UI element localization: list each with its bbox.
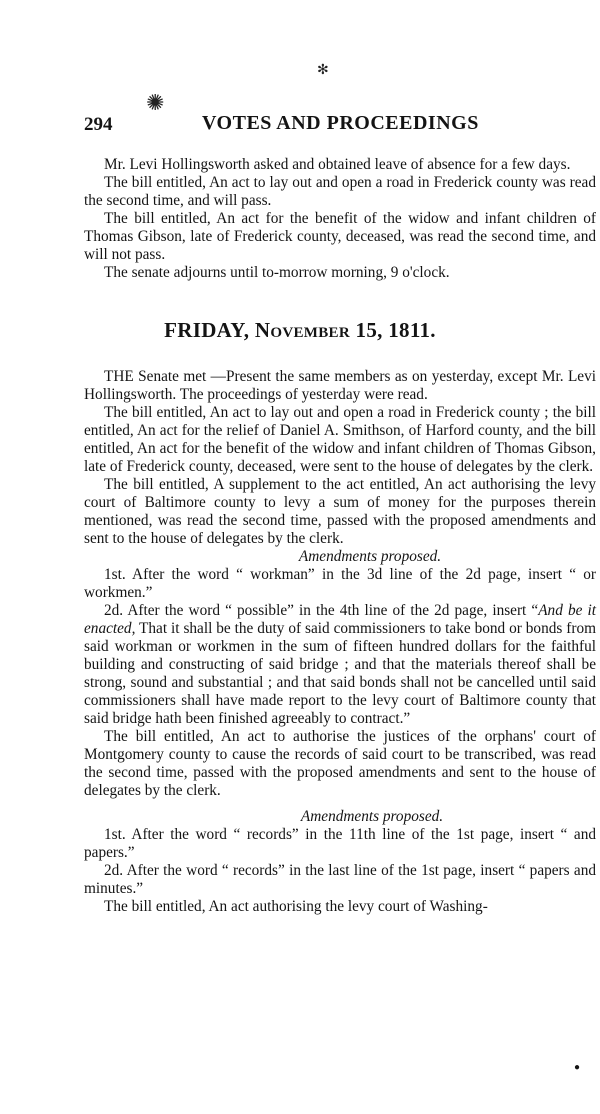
paragraph-leave-of-absence: Mr. Levi Hollingsworth asked and obtained leave of absence for a few days. xyxy=(104,156,571,173)
amendment-b2: 2d. After the word “ records” in the last line of the 1st page, insert “ papers and minutes.” xyxy=(84,862,596,897)
amendment-2-rest: That it shall be the duty of said commissioners to take bond or bonds from said workman or workmen in the sum of fifteen hundred dollars for the faithful building and constructing of said bridge ; and that the materials thereof shall be strong, sound and substantial ; and that said bonds shall not be cancelled until said commissioners shall have made report to the levy court of Baltimore county that said bridge hath been finished agreeably to contract.” xyxy=(84,620,596,727)
paragraph-levy-supplement: The bill entitled, A supplement to the act entitled, An act authorising the levy court of Baltimore county to levy a sum of money for the purposes therein mentioned, was read the second time, passed with the proposed amendments and sent to the house of delegates by the clerk. xyxy=(84,476,596,547)
friday-proceedings xyxy=(84,368,596,916)
paragraph-senate-met: THE Senate met —Present the same members as on yesterday, except Mr. Levi Hollingsworth. The proceedings of yesterday were read. xyxy=(84,368,596,403)
ink-blot-top: ✻ xyxy=(317,63,329,78)
date-heading-day: FRIDAY, xyxy=(164,318,250,342)
amendment-2-lead: 2d. After the word “ possible” in the 4th line of the 2d page, insert “ xyxy=(104,602,539,619)
paragraph-widow-bill: The bill entitled, An act for the benefit of the widow and infant children of Thomas Gibson, late of Frederick county, deceased, was read the second time, and will not pass. xyxy=(84,210,596,263)
paragraph-adjournment: The senate adjourns until to-morrow morning, 9 o'clock. xyxy=(104,264,450,281)
amendment-1: 1st. After the word “ workman” in the 3d line of the 2d page, insert “ or workmen.” xyxy=(84,566,596,601)
amendment-2-enacted: And be it enacted, xyxy=(84,602,596,637)
paragraph-bills-sent: The bill entitled, An act to lay out and open a road in Frederick county ; the bill entitled, An act for the relief of Daniel A. Smithson, of Harford county, and the bill entitled, An act for the benefit of the widow and infant children of Thomas Gibson, late of Frederick county, deceased, were sent to the house of delegates by the clerk. xyxy=(84,404,596,475)
page-header xyxy=(0,112,600,142)
amendment-2 xyxy=(84,602,596,728)
ink-blot-left: ✺ xyxy=(146,90,165,115)
page-number: 294 xyxy=(84,114,113,135)
paragraph-orphans-court: The bill entitled, An act to authorise the justices of the orphans' court of Montgomery county to cause the records of said court to be transcribed, was read the second time, passed with the proposed amendments and sent to the house of delegates by the clerk. xyxy=(84,728,596,799)
paragraph-road-bill: The bill entitled, An act to lay out and open a road in Frederick county was read the second time, and will pass. xyxy=(84,174,596,209)
previous-day-proceedings xyxy=(84,156,596,282)
amendments-heading: Amendments proposed. xyxy=(298,548,442,565)
date-heading-rest: 15, 1811. xyxy=(355,318,436,342)
amendment-b1: 1st. After the word “ records” in the 11th line of the 1st page, insert “ and papers.” xyxy=(84,826,596,861)
ink-dot: ● xyxy=(574,1062,581,1073)
amendments-heading-2: Amendments proposed. xyxy=(300,808,444,825)
date-heading-month: November xyxy=(254,318,350,342)
date-heading xyxy=(0,318,600,343)
running-head: VOTES AND PROCEEDINGS xyxy=(202,112,479,134)
paragraph-washington-levy: The bill entitled, An act authorising the levy court of Washing- xyxy=(104,898,488,915)
